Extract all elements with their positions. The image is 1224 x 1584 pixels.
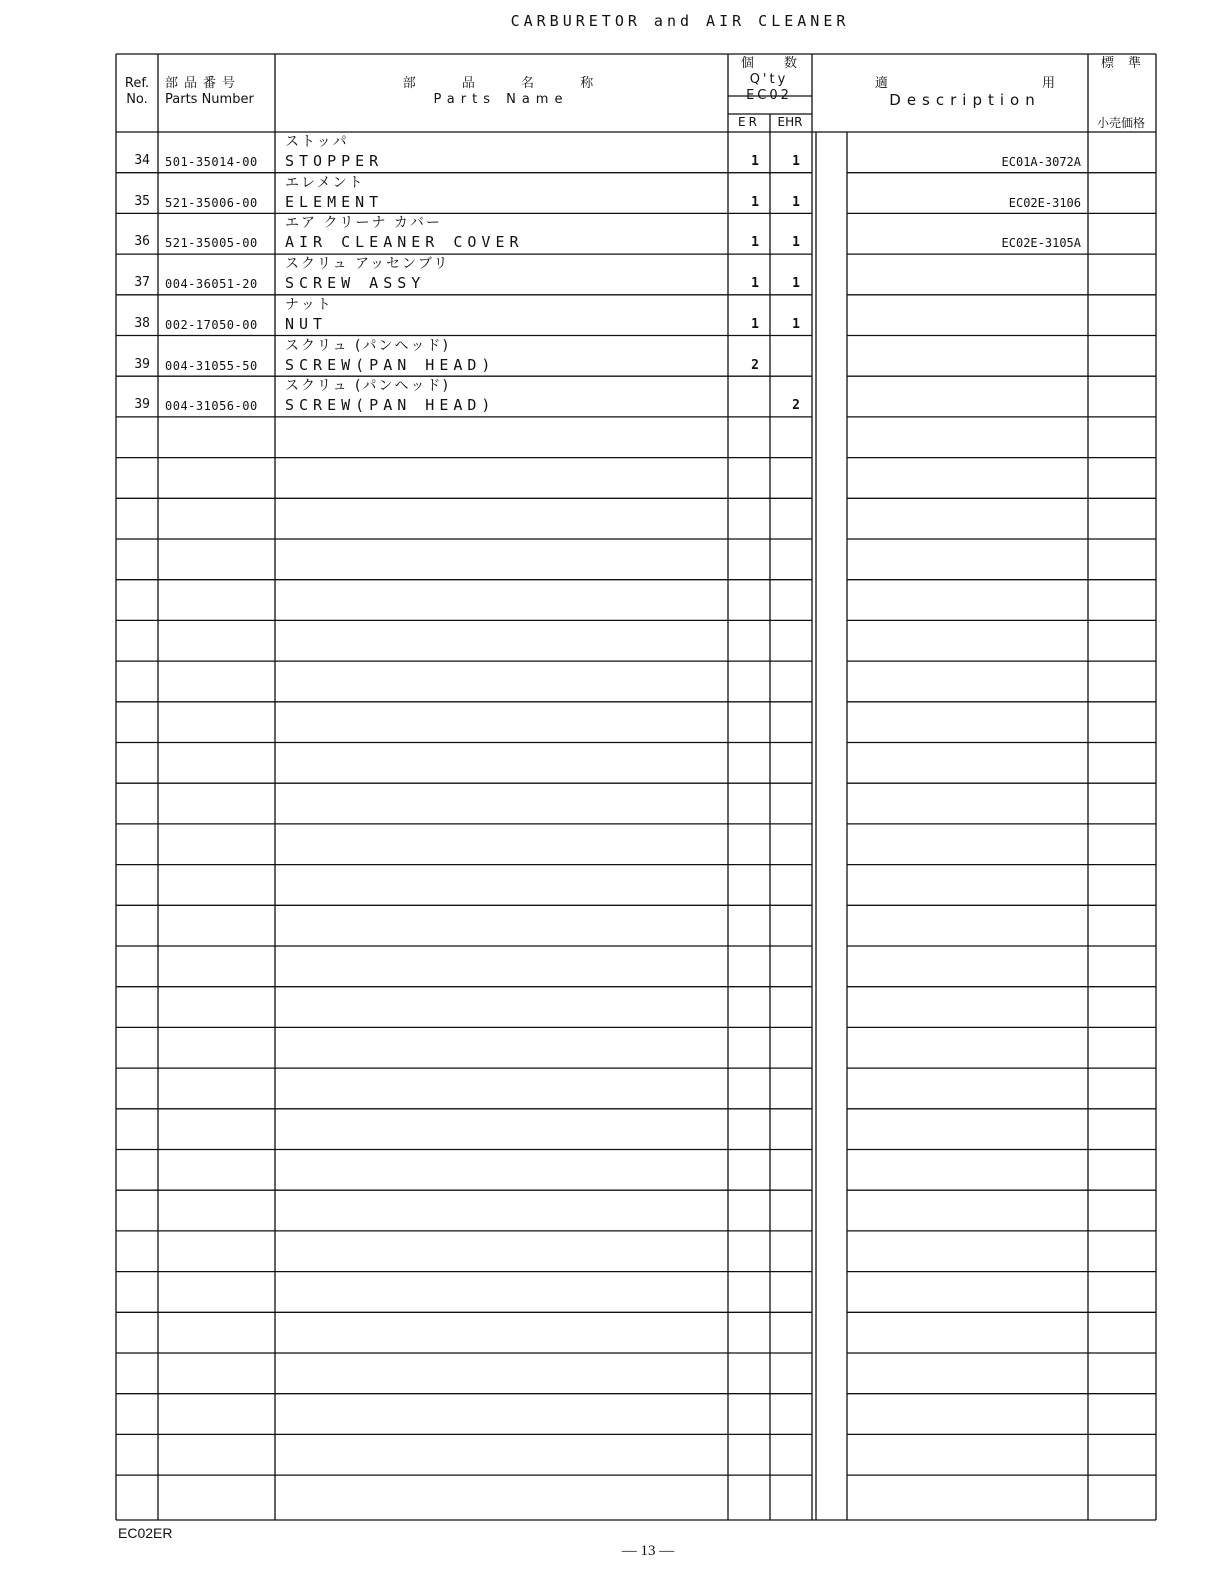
row-ref: 36 <box>134 234 150 250</box>
row-name-jp: エア クリーナ カバー <box>285 215 442 232</box>
header-ref-line2: No. <box>126 92 148 107</box>
header-ref-line1: Ref. <box>124 76 150 91</box>
header-parts-name <box>276 76 726 108</box>
row-qty-ehr: 1 <box>792 194 800 210</box>
header-price-top: 標 準 <box>1100 56 1142 71</box>
page-title: CARBURETOR and AIR CLEANER <box>510 12 850 30</box>
row-description: EC01A-3072A <box>1001 155 1081 169</box>
row-ref: 39 <box>134 356 150 372</box>
row-qty-er: 1 <box>751 154 759 169</box>
row-ref: 39 <box>134 397 150 413</box>
row-name-en: NUT <box>285 314 328 333</box>
header-qty-en: Q'ty <box>749 72 789 87</box>
header-qty-jp: 個 数 <box>740 56 798 71</box>
row-name-en: AIR CLEANER COVER <box>285 233 524 252</box>
row-qty-er: 2 <box>751 357 759 373</box>
header-part-number-en: Parts Number <box>165 92 254 107</box>
row-part-number: 521-35005-00 <box>165 236 258 251</box>
row-ref: 34 <box>134 153 150 168</box>
header-col-er: ER <box>738 115 760 129</box>
row-name-en: SCREW(PAN HEAD) <box>285 355 496 374</box>
row-name-en: SCREW ASSY <box>285 274 426 293</box>
row-description: EC02E-3106 <box>1008 195 1081 210</box>
footer-model-code: EC02ER <box>118 1525 173 1541</box>
row-qty-er: 1 <box>751 276 759 292</box>
row-name-jp: スクリュ アッセンブリ <box>285 256 450 273</box>
row-part-number: 002-17050-00 <box>165 317 258 332</box>
header-part-number-jp: 部品番号 <box>165 76 242 91</box>
row-name-jp: エレメント <box>285 174 365 191</box>
header-description <box>845 76 1085 108</box>
header-parts-name-en: Parts Name <box>433 92 569 107</box>
row-qty-ehr: 1 <box>792 316 800 332</box>
row-qty-er: 1 <box>751 235 759 251</box>
row-ref: 35 <box>134 193 150 209</box>
row-name-en: SCREW(PAN HEAD) <box>285 396 496 415</box>
row-name-jp: スクリュ (パンヘッド) <box>285 337 450 354</box>
row-qty-er: 1 <box>751 194 759 210</box>
row-part-number: 521-35006-00 <box>165 195 258 210</box>
header-qty-model: EC02 <box>746 88 792 103</box>
header-description-en: Description <box>889 91 1041 109</box>
row-description: EC02E-3105A <box>1001 236 1081 251</box>
row-part-number: 004-31055-50 <box>165 358 258 373</box>
header-part-number <box>165 76 271 108</box>
row-qty-ehr: 1 <box>792 235 800 251</box>
row-part-number: 004-31056-00 <box>165 399 258 414</box>
row-name-jp: ナット <box>285 296 333 313</box>
row-ref: 37 <box>134 275 150 291</box>
header-ref <box>118 76 156 108</box>
header-price-bottom: 小売価格 <box>1096 116 1145 130</box>
row-name-en: STOPPER <box>285 152 384 170</box>
header-parts-name-jp: 部 品 名 称 <box>402 76 600 91</box>
row-qty-ehr: 2 <box>792 398 800 414</box>
page-number: — 13 — <box>621 1543 675 1559</box>
row-name-jp: ストッパ <box>285 134 349 150</box>
row-name-jp: スクリュ (パンヘッド) <box>285 378 450 395</box>
header-qty <box>728 56 810 104</box>
row-part-number: 501-35014-00 <box>165 155 258 169</box>
header-col-ehr: EHR <box>777 115 803 129</box>
row-part-number: 004-36051-20 <box>165 277 258 292</box>
row-name-en: ELEMENT <box>285 192 384 211</box>
row-qty-er: 1 <box>751 316 759 332</box>
row-qty-ehr: 1 <box>792 154 800 169</box>
row-ref: 38 <box>134 315 150 331</box>
header-description-jp: 適 用 <box>874 76 1056 91</box>
row-qty-ehr: 1 <box>792 276 800 292</box>
